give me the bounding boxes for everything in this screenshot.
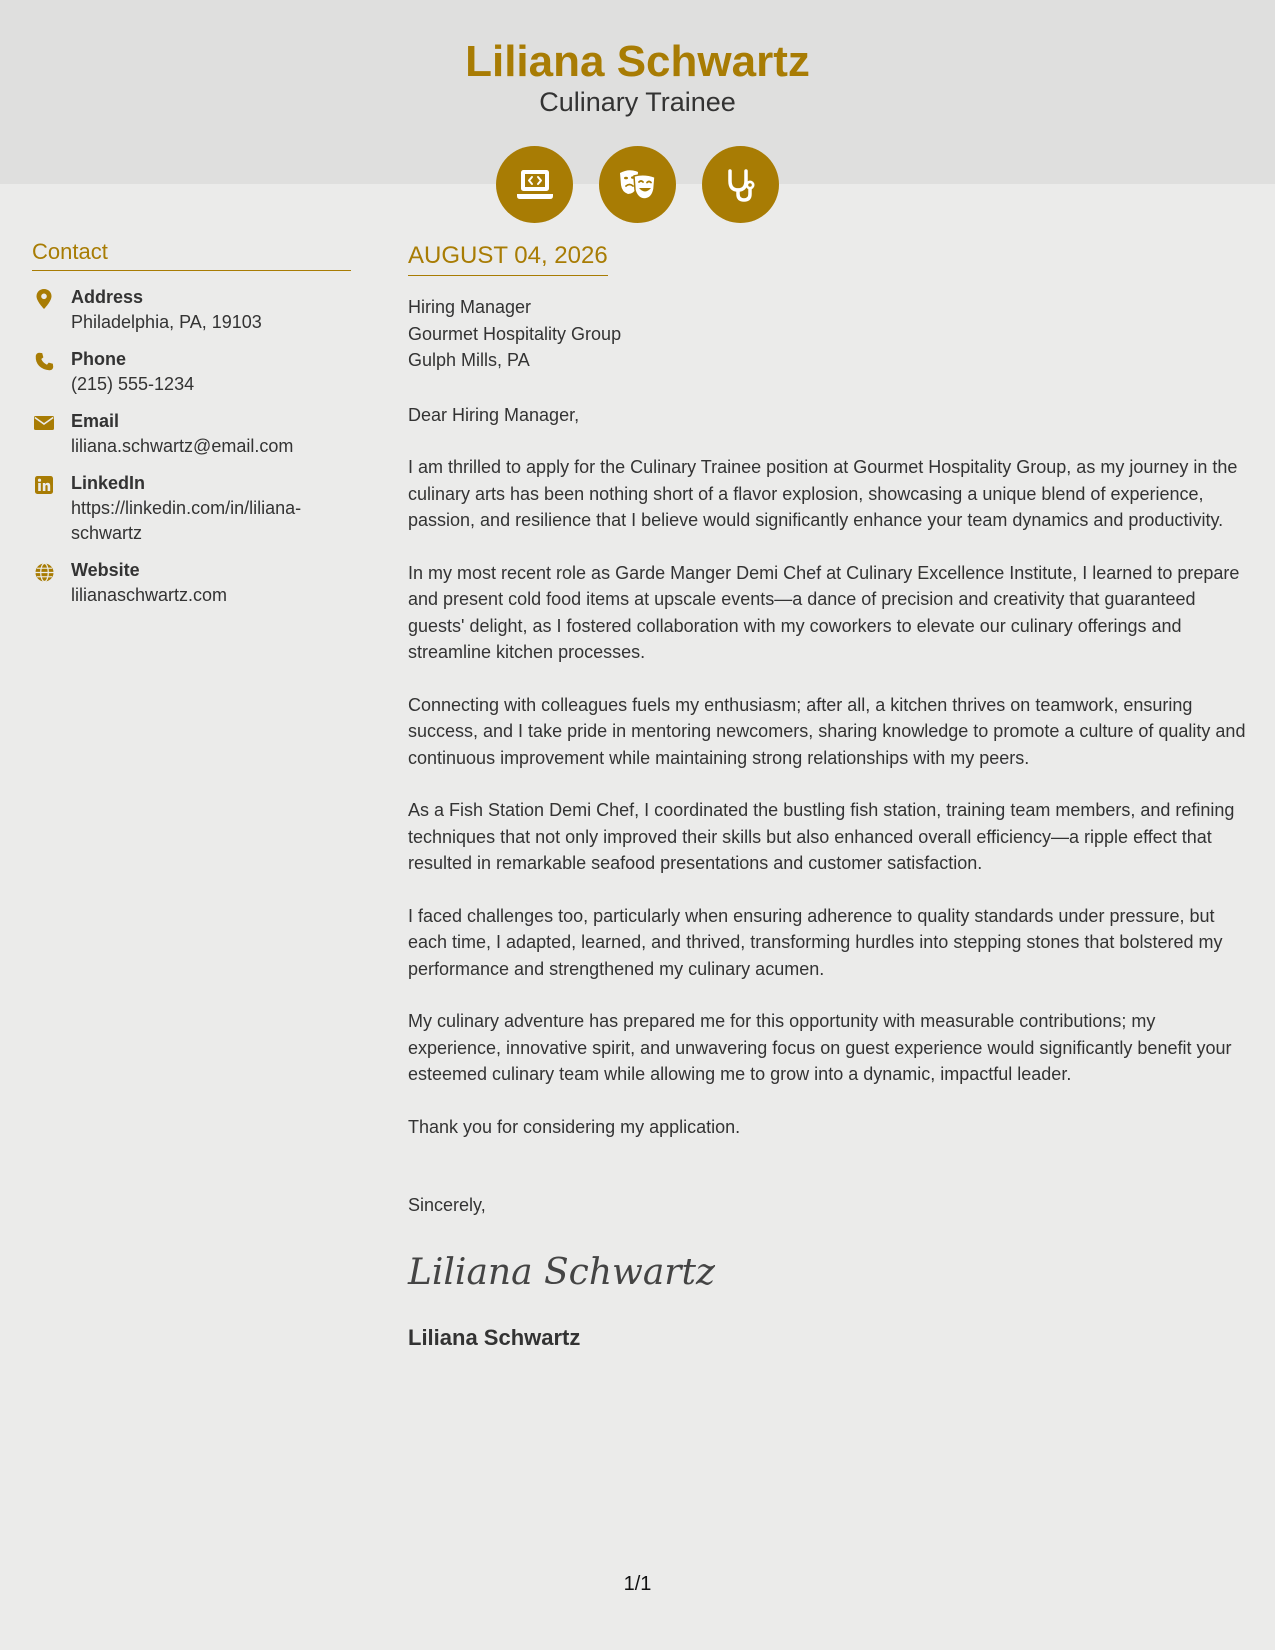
- salutation: Dear Hiring Manager,: [408, 404, 580, 425]
- globe-icon: [34, 562, 54, 582]
- envelope-icon: [34, 413, 54, 433]
- laptop-code-icon: [496, 146, 573, 223]
- interest-icons: [496, 146, 780, 223]
- contact-value: (215) 555-1234: [71, 374, 195, 394]
- contact-value: lilianaschwartz.com: [71, 585, 228, 605]
- candidate-name: Liliana Schwartz: [465, 37, 810, 86]
- contact-address: [32, 285, 351, 335]
- contact-value: Philadelphia, PA, 19103: [71, 312, 262, 332]
- letter-date-wrap: [408, 240, 608, 276]
- contact-label: Phone: [71, 349, 127, 369]
- body-paragraph: Connecting with colleagues fuels my enthusiasm; after all, a kitchen thrives on teamwork, ensuring success, and I take pride in mentoring newcomers, sharing knowledge to promote a culture of quality and continuous improvement while maintaining strong relationships with my peers.: [408, 694, 1246, 768]
- contact-phone: [32, 347, 351, 397]
- contact-label: Website: [71, 560, 140, 580]
- linkedin-icon: [34, 475, 54, 495]
- contact-label: Address: [71, 287, 144, 307]
- theater-masks-icon: [599, 146, 676, 223]
- letter-date: AUGUST 04, 2026: [408, 242, 608, 269]
- stethoscope-icon: [702, 146, 779, 223]
- body-paragraph: Thank you for considering my application.: [408, 1116, 741, 1137]
- closing: Sincerely,: [408, 1195, 486, 1215]
- contact-sidebar: [32, 236, 351, 620]
- contact-label: LinkedIn: [71, 473, 146, 493]
- recipient-company: Gourmet Hospitality Group: [408, 323, 622, 344]
- contact-linkedin: [32, 471, 351, 546]
- body-paragraph: I faced challenges too, particularly when ensuring adherence to quality standards under pressure, but each time, I adapted, learned, and thrived, transforming hurdles into stepping stones that bolstered my performance and strengthened my culinary acumen.: [408, 905, 1223, 979]
- page-number: 1/1: [623, 1573, 652, 1595]
- contact-list: [32, 285, 351, 608]
- contact-value: https://linkedin.com/in/liliana-schwartz: [71, 498, 302, 543]
- handwritten-signature: Liliana Schwartz: [408, 1251, 715, 1293]
- recipient-block: [408, 294, 1251, 374]
- candidate-role: Culinary Trainee: [539, 87, 736, 117]
- body-paragraph: As a Fish Station Demi Chef, I coordinated the bustling fish station, training team members, and refining techniques that not only improved their skills but also enhanced overall efficiency—a ripple effect that resulted in remarkable seafood presentations and customer satisfaction.: [408, 800, 1235, 873]
- phone-icon: [34, 351, 54, 371]
- map-pin-icon: [34, 289, 54, 309]
- contact-label: Email: [71, 411, 120, 431]
- body-paragraph: In my most recent role as Garde Manger Demi Chef at Culinary Excellence Institute, I learned to prepare and present cold food items at upscale events—a dance of precision and creativity that guaranteed guests' delight, as I fostered collaboration with my coworkers to elevate our culinary offerings and streamline kitchen processes.: [408, 562, 1240, 662]
- contact-website: [32, 558, 351, 608]
- contact-heading: Contact: [32, 236, 351, 271]
- signer-name: Liliana Schwartz: [408, 1324, 581, 1350]
- cover-letter: [408, 240, 1251, 1353]
- recipient-title: Hiring Manager: [408, 297, 532, 317]
- contact-email: [32, 409, 351, 459]
- body-paragraph: My culinary adventure has prepared me for this opportunity with measurable contributions; my experience, innovative spirit, and unwavering focus on guest experience would significantly benefit your esteemed culinary team while allowing me to grow into a dynamic, impactful leader.: [408, 1011, 1232, 1084]
- body-paragraph: I am thrilled to apply for the Culinary Trainee position at Gourmet Hospitality Group, as my journey in the culinary arts has been nothing short of a flavor explosion, showcasing a unique blend of experience, passion, and resilience that I believe would significantly enhance your team dynamics and productivity.: [408, 457, 1238, 530]
- recipient-location: Gulph Mills, PA: [408, 350, 530, 370]
- contact-value: liliana.schwartz@email.com: [71, 436, 294, 456]
